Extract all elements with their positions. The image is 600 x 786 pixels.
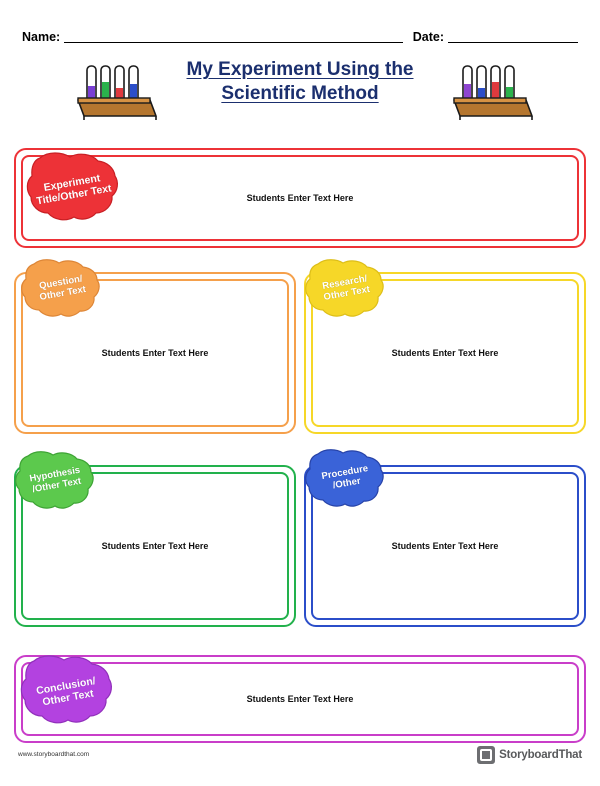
placeholder-text: Students Enter Text Here (246, 694, 354, 704)
name-date-row (22, 24, 578, 44)
page-title: My Experiment Using the Scientific Method (186, 59, 414, 104)
name-label: Name: (22, 30, 61, 44)
brand-name: StoryboardThat (499, 749, 582, 761)
name-input-line[interactable] (64, 30, 403, 43)
label-blob-research (300, 258, 392, 320)
label-blob-research-text: Research/ Other Text (321, 273, 371, 303)
placeholder-text: Students Enter Text Here (391, 541, 499, 551)
label-blob-hypothesis (10, 450, 102, 512)
test-tube-rack-right-icon (446, 58, 542, 122)
date-label: Date: (412, 30, 444, 44)
label-blob-question (16, 258, 108, 320)
placeholder-text: Students Enter Text Here (101, 348, 209, 358)
footer-url[interactable]: www.storyboardthat.com (18, 751, 90, 758)
test-tube-rack-left-icon (70, 58, 166, 122)
date-input-line[interactable] (448, 30, 578, 43)
label-blob-experiment-title (18, 152, 128, 226)
brand-logo (477, 746, 582, 764)
label-blob-conclusion (12, 655, 122, 729)
label-blob-hypothesis-text: Hypothesis /Other Text (28, 464, 83, 496)
label-blob-question-text: Question/ Other Text (38, 273, 87, 303)
storyboard-mark-icon (477, 746, 495, 764)
label-blob-conclusion-text: Conclusion/ Other Text (35, 674, 97, 709)
placeholder-text: Students Enter Text Here (101, 541, 209, 551)
placeholder-text: Students Enter Text Here (391, 348, 499, 358)
label-blob-experiment-title-text: Experiment Title/Other Text (35, 172, 113, 208)
placeholder-text: Students Enter Text Here (246, 193, 354, 203)
label-blob-procedure-text: Procedure /Other (320, 463, 369, 492)
label-blob-procedure (300, 448, 392, 510)
